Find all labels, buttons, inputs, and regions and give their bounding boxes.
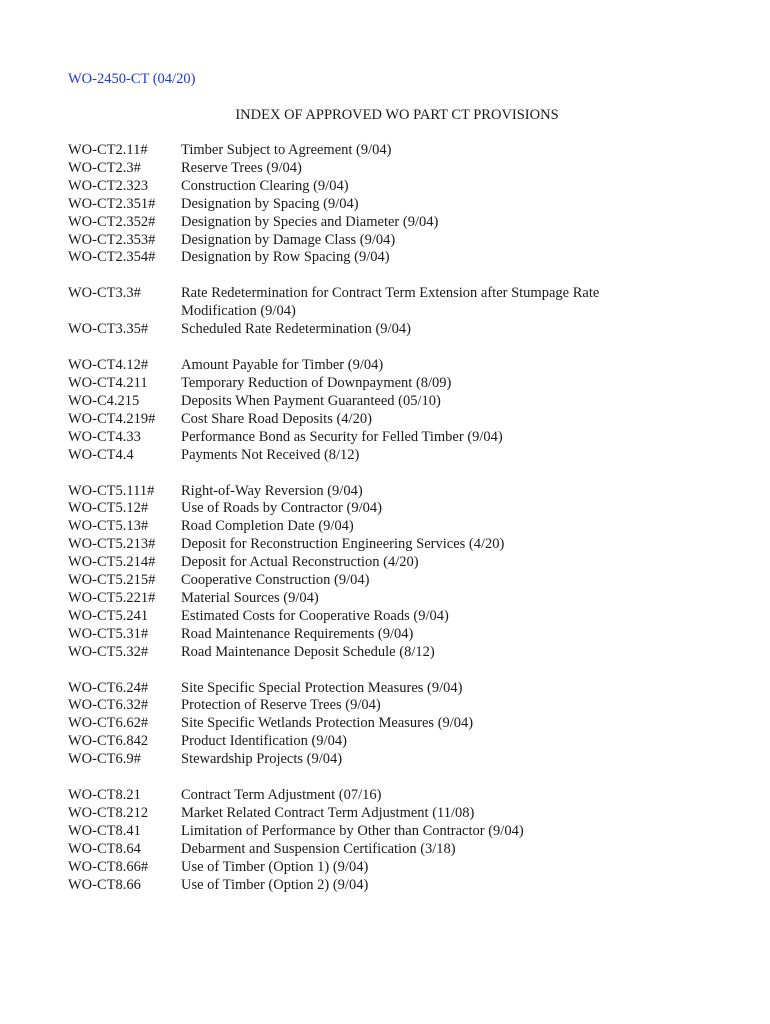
provision-code: WO-CT5.214# <box>68 554 156 571</box>
provision-title: Road Maintenance Requirements (9/04) <box>181 625 414 642</box>
provision-title: Protection of Reserve Trees (9/04) <box>181 697 381 714</box>
provision-row <box>68 447 728 465</box>
provision-row <box>68 715 728 733</box>
provision-row <box>68 178 728 196</box>
provision-code: WO-CT3.3# <box>68 285 141 302</box>
provision-code: WO-CT6.24# <box>68 679 149 696</box>
provision-row <box>68 357 728 375</box>
provision-code: WO-CT2.3# <box>68 159 141 176</box>
provision-code: WO-CT5.32# <box>68 643 149 660</box>
provision-row <box>68 823 728 841</box>
form-id: WO-2450-CT (04/20) <box>68 71 196 87</box>
provision-title: Contract Term Adjustment (07/16) <box>181 787 382 804</box>
provision-row <box>68 393 728 411</box>
provision-group <box>68 787 728 894</box>
provision-code: WO-CT6.842 <box>68 733 149 750</box>
provision-row <box>68 787 728 805</box>
provision-code: WO-CT8.41 <box>68 822 141 839</box>
provision-title: Estimated Costs for Cooperative Roads (9/04) <box>181 607 449 624</box>
provision-code: WO-C4.215 <box>68 392 140 409</box>
provision-code: WO-CT4.211 <box>68 374 148 391</box>
provision-title: Road Maintenance Deposit Schedule (8/12) <box>181 643 435 660</box>
provision-code: WO-CT3.35# <box>68 321 149 338</box>
provision-title: Reserve Trees (9/04) <box>181 159 302 176</box>
provision-title: Designation by Damage Class (9/04) <box>181 231 396 248</box>
provision-row <box>68 196 728 214</box>
provision-title: Construction Clearing (9/04) <box>181 177 349 194</box>
provision-code: WO-CT5.213# <box>68 536 156 553</box>
provision-title: Use of Timber (Option 2) (9/04) <box>181 876 369 893</box>
provision-row <box>68 142 728 160</box>
provision-row <box>68 608 728 626</box>
provision-row <box>68 500 728 518</box>
provision-row <box>68 680 728 698</box>
provision-group <box>68 285 728 339</box>
provision-code: WO-CT2.354# <box>68 249 156 266</box>
provision-group <box>68 680 728 770</box>
provision-code: WO-CT5.13# <box>68 518 149 535</box>
provision-code: WO-CT6.32# <box>68 697 149 714</box>
provision-code: WO-CT8.66 <box>68 876 141 893</box>
provision-title: Payments Not Received (8/12) <box>181 446 360 463</box>
provision-title: Debarment and Suspension Certification (3/18) <box>181 840 456 857</box>
provision-code: WO-CT2.351# <box>68 195 156 212</box>
provision-title: Stewardship Projects (9/04) <box>181 751 343 768</box>
provision-title: Cooperative Construction (9/04) <box>181 572 370 589</box>
provision-title: Rate Redetermination for Contract Term Extension after Stumpage Rate Modification (9/04) <box>181 285 600 320</box>
provision-group <box>68 357 728 464</box>
provision-title: Market Related Contract Term Adjustment (11/08) <box>181 805 475 821</box>
provision-title: Temporary Reduction of Downpayment (8/09) <box>181 374 452 391</box>
provision-title: Limitation of Performance by Other than Contractor (9/04) <box>181 822 524 839</box>
provision-code: WO-CT5.111# <box>68 482 155 499</box>
provision-title: Designation by Spacing (9/04) <box>181 195 359 212</box>
provision-row <box>68 751 728 769</box>
provision-row <box>68 554 728 572</box>
provision-row <box>68 214 728 232</box>
provision-title: Product Identification (9/04) <box>181 733 347 750</box>
provision-code: WO-CT8.66# <box>68 858 149 875</box>
provision-row <box>68 285 728 321</box>
provision-code: WO-CT2.353# <box>68 231 156 248</box>
provision-code: WO-CT4.219# <box>68 410 156 427</box>
provision-row <box>68 483 728 501</box>
provision-title: Use of Timber (Option 1) (9/04) <box>181 858 369 875</box>
provision-title: Deposits When Payment Guaranteed (05/10) <box>181 392 441 409</box>
provision-row <box>68 429 728 447</box>
provision-code: WO-CT5.241 <box>68 607 149 624</box>
provision-title: Designation by Species and Diameter (9/04) <box>181 213 439 230</box>
provision-row <box>68 644 728 662</box>
provision-code: WO-CT4.4 <box>68 446 134 463</box>
provision-code: WO-CT6.62# <box>68 715 149 732</box>
provision-title: Right-of-Way Reversion (9/04) <box>181 482 363 499</box>
provision-code: WO-CT8.21 <box>68 787 141 804</box>
provision-code: WO-CT5.12# <box>68 500 149 517</box>
provision-index <box>68 142 728 913</box>
provision-row <box>68 411 728 429</box>
provision-row <box>68 160 728 178</box>
provision-code: WO-CT4.12# <box>68 357 149 374</box>
provision-code: WO-CT5.31# <box>68 625 149 642</box>
provision-code: WO-CT2.323 <box>68 177 149 194</box>
provision-title: Deposit for Reconstruction Engineering Services (4/20) <box>181 536 505 553</box>
provision-row <box>68 518 728 536</box>
provision-title: Amount Payable for Timber (9/04) <box>181 357 384 374</box>
provision-title: Cost Share Road Deposits (4/20) <box>181 410 372 427</box>
provision-title: Site Specific Special Protection Measures (9/04) <box>181 679 463 696</box>
provision-title: Material Sources (9/04) <box>181 589 319 606</box>
index-title: INDEX OF APPROVED WO PART CT PROVISIONS <box>235 107 559 123</box>
provision-code: WO-CT2.352# <box>68 213 156 230</box>
provision-row <box>68 859 728 877</box>
provision-title: Use of Roads by Contractor (9/04) <box>181 500 382 517</box>
provision-code: WO-CT5.221# <box>68 589 156 606</box>
provision-code: WO-CT2.11# <box>68 142 148 158</box>
provision-row <box>68 249 728 267</box>
provision-row <box>68 733 728 751</box>
provision-group <box>68 142 728 267</box>
provision-code: WO-CT4.33 <box>68 428 141 445</box>
provision-title: Deposit for Actual Reconstruction (4/20) <box>181 554 419 571</box>
provision-row <box>68 877 728 895</box>
provision-code: WO-CT8.64 <box>68 840 141 857</box>
provision-code: WO-CT6.9# <box>68 751 141 768</box>
provision-row <box>68 321 728 339</box>
provision-row <box>68 626 728 644</box>
provision-row <box>68 590 728 608</box>
provision-row <box>68 572 728 590</box>
provision-title: Scheduled Rate Redetermination (9/04) <box>181 321 411 338</box>
provision-title: Performance Bond as Security for Felled Timber (9/04) <box>181 428 503 445</box>
provision-row <box>68 841 728 859</box>
provision-row <box>68 805 728 823</box>
provision-title: Site Specific Wetlands Protection Measures (9/04) <box>181 715 474 732</box>
provision-row <box>68 697 728 715</box>
provision-row <box>68 375 728 393</box>
provision-title: Road Completion Date (9/04) <box>181 518 354 535</box>
provision-title: Designation by Row Spacing (9/04) <box>181 249 390 266</box>
provision-row <box>68 536 728 554</box>
provision-title: Timber Subject to Agreement (9/04) <box>181 142 392 158</box>
provision-row <box>68 232 728 250</box>
provision-group <box>68 483 728 662</box>
provision-code: WO-CT5.215# <box>68 572 156 589</box>
provision-code: WO-CT8.212 <box>68 805 149 821</box>
